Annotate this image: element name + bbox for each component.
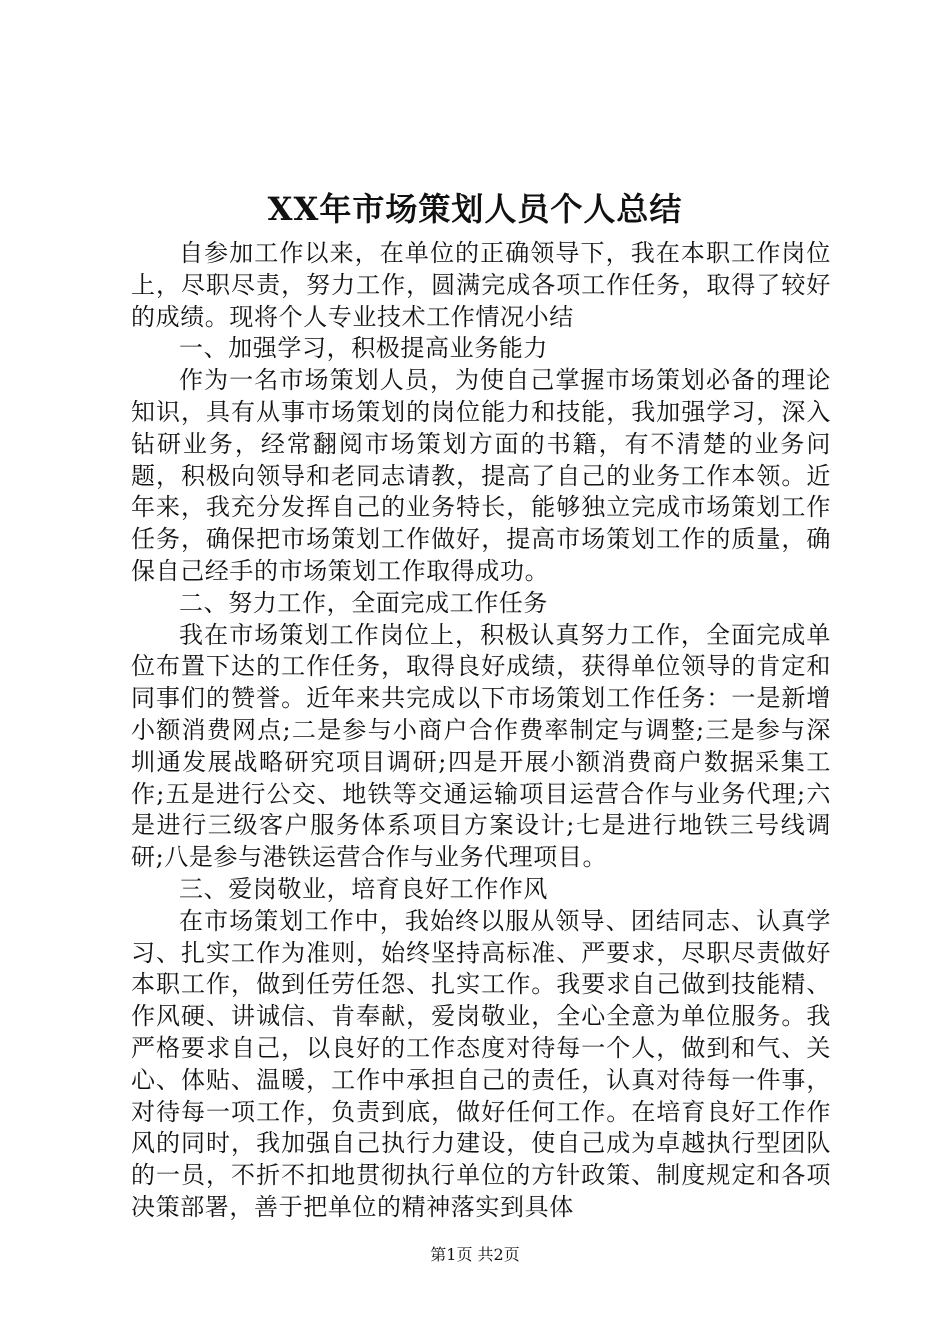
document-title: XX年市场策划人员个人总结 <box>267 190 683 228</box>
section-heading-3: 三、爱岗敬业，培育良好工作作风 <box>179 874 548 903</box>
section-paragraph-1: 作为一名市场策划人员，为使自己掌握市场策划必备的理论知识，具有从事市场策划的岗位能力和技能，我加强学习，深入钻研业务，经常翻阅市场策划方面的书籍，有不清楚的业务问题，积极向领导和老同志请教，提高了自己的业务工作本领。近年来，我充分发挥自己的业务特长，能够独立完成市场策划工作任务，确保把市场策划工作做好，提高市场策划工作的质量，确保自己经手的市场策划工作取得成功。 <box>131 366 831 585</box>
section-paragraph-3: 在市场策划工作中，我始终以服从领导、团结同志、认真学习、扎实工作为准则，始终坚持高标准、严要求，尽职尽责做好本职工作，做到任劳任怨、扎实工作。我要求自己做到技能精、作风硬、讲诚信、肯奉献，爱岗敬业，全心全意为单位服务。我严格要求自己，以良好的工作态度对待每一个人，做到和气、关心、体贴、温暖，工作中承担自己的责任，认真对待每一件事，对待每一项工作，负责到底，做好任何工作。在培育良好工作作风的同时，我加强自己执行力建设，使自己成为卓越执行型团队的一员，不折不扣地贯彻执行单位的方针政策、制度规定和各项决策部署，善于把单位的精神落实到具体 <box>131 906 831 1221</box>
page-number-footer: 第1页 共2页 <box>430 1245 520 1264</box>
section-heading-2: 二、努力工作，全面完成工作任务 <box>179 588 548 617</box>
document-body <box>131 238 831 1224</box>
section-heading-1: 一、加强学习，积极提高业务能力 <box>179 334 548 363</box>
intro-paragraph: 自参加工作以来，在单位的正确领导下，我在本职工作岗位上，尽职尽责，努力工作，圆满完成各项工作任务，取得了较好的成绩。现将个人专业技术工作情况小结 <box>131 239 831 331</box>
section-paragraph-2: 我在市场策划工作岗位上，积极认真努力工作，全面完成单位布置下达的工作任务，取得良好成绩，获得单位领导的肯定和同事们的赞誉。近年来共完成以下市场策划工作任务：一是新增小额消费网点;二是参与小商户合作费率制定与调整;三是参与深圳通发展战略研究项目调研;四是开展小额消费商户数据采集工作;五是进行公交、地铁等交通运输项目运营合作与业务代理;六是进行三级客户服务体系项目方案设计;七是进行地铁三号线调研;八是参与港铁运营合作与业务代理项目。 <box>131 620 831 872</box>
